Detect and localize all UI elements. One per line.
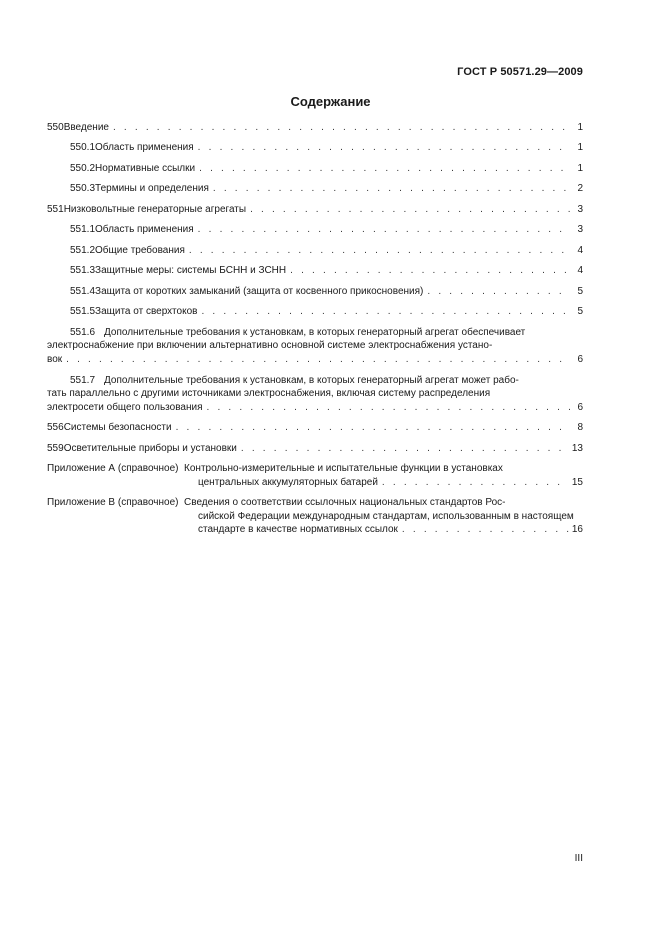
toc-num: 551.3 xyxy=(70,265,96,277)
toc-page: 1 xyxy=(577,142,583,154)
toc-page: 3 xyxy=(577,203,583,215)
toc-num: 550.2 xyxy=(70,162,96,174)
appendix-label: Приложение А (справочное) xyxy=(47,463,179,475)
toc-num: 551.1 xyxy=(70,224,96,236)
toc-page: 13 xyxy=(571,442,583,454)
toc-page: 4 xyxy=(577,244,583,256)
leader-dots xyxy=(199,162,570,176)
toc-entry-title-line2: электроснабжение при включении альтернативно основной системе электроснабжения устано- xyxy=(47,340,493,352)
toc-num: 556 xyxy=(47,422,64,434)
appendix-title-last: центральных аккумуляторных батарей xyxy=(198,476,378,488)
leader-dots xyxy=(198,223,570,237)
toc-page: 3 xyxy=(577,224,583,236)
toc-appendix-a[interactable] xyxy=(47,462,583,489)
appendix-title-line2: сийской Федерации международным стандартам, использованным в настоящем xyxy=(198,510,574,522)
leader-dots xyxy=(189,244,570,258)
leader-dots xyxy=(402,523,569,537)
toc-entry-title-last: вок xyxy=(47,354,63,366)
toc-entry-title-line2: тать параллельно с другими источниками электроснабжения, включая систему распределения xyxy=(47,388,491,400)
toc-entry-550[interactable] xyxy=(47,121,583,135)
toc-entry-559[interactable] xyxy=(47,442,583,456)
toc-entry-title: Область применения xyxy=(95,142,194,154)
toc-entry-title: Осветительные приборы и установки xyxy=(63,442,237,454)
toc-entry-556[interactable] xyxy=(47,421,583,435)
toc-num: 551 xyxy=(47,203,64,215)
toc-entry-title-line1: Дополнительные требования к установкам, в которых генераторный агрегат обеспечивает xyxy=(104,326,526,338)
toc-page: 16 xyxy=(571,524,583,536)
leader-dots xyxy=(290,264,570,278)
toc-num: 551.2 xyxy=(70,244,96,256)
leader-dots xyxy=(250,203,570,217)
toc-page: 5 xyxy=(577,306,583,318)
toc-entry-550-2[interactable] xyxy=(47,162,583,176)
toc-page: 1 xyxy=(577,122,583,133)
toc-entry-title: Низковольтные генераторные агрегаты xyxy=(63,203,247,215)
toc-entry-551-5[interactable] xyxy=(47,305,583,319)
toc-entry-title: Общие требования xyxy=(95,244,185,256)
toc-entry-title: Введение xyxy=(63,122,109,133)
appendix-title-line1: Сведения о соответствии ссылочных национальных стандартов Рос- xyxy=(184,497,506,509)
toc-entry-title: Нормативные ссылки xyxy=(95,162,196,174)
toc-page: 15 xyxy=(571,476,583,488)
appendix-title-line1: Контрольно-измерительные и испытательные функции в установках xyxy=(184,463,503,475)
toc-page: 8 xyxy=(577,422,583,434)
toc-page: 5 xyxy=(577,285,583,297)
leader-dots xyxy=(427,285,570,299)
leader-dots xyxy=(66,353,570,367)
toc-entry-551[interactable] xyxy=(47,203,583,217)
appendix-label: Приложение В (справочное) xyxy=(47,497,179,509)
toc-entry-551-3[interactable] xyxy=(47,264,583,278)
toc-num: 550 xyxy=(47,122,64,133)
toc-num: 550.1 xyxy=(70,142,96,154)
toc-entry-title: Защитные меры: системы БСНН и ЗСНН xyxy=(95,265,287,277)
toc-entry-551-2[interactable] xyxy=(47,244,583,258)
leader-dots xyxy=(198,141,570,155)
toc-entry-550-1[interactable] xyxy=(47,141,583,155)
toc-num: 551.6 xyxy=(70,326,96,338)
toc-entry-title: Системы безопасности xyxy=(63,422,172,434)
page-header-standard: ГОСТ Р 50571.29—2009 xyxy=(457,66,583,78)
toc-entry-title: Термины и определения xyxy=(95,183,209,195)
toc-entry-title-line1: Дополнительные требования к установкам, в которых генераторный агрегат может рабо- xyxy=(104,374,519,386)
toc-num: 551.7 xyxy=(70,374,96,386)
toc-page: 2 xyxy=(577,183,583,195)
toc-entry-551-7[interactable] xyxy=(47,374,583,415)
leader-dots xyxy=(201,305,570,319)
toc-page: 1 xyxy=(577,162,583,174)
toc-num: 559 xyxy=(47,442,64,454)
toc-entry-title: Защита от сверхтоков xyxy=(95,306,198,318)
page-folio: III xyxy=(574,853,583,864)
leader-dots xyxy=(382,476,569,490)
leader-dots xyxy=(241,442,569,456)
toc-entry-title-last: электросети общего пользования xyxy=(47,401,203,413)
toc-page: 4 xyxy=(577,265,583,277)
toc-page: 6 xyxy=(577,401,583,413)
table-of-contents xyxy=(47,121,583,544)
toc-page: 6 xyxy=(577,354,583,366)
appendix-title-last: стандарте в качестве нормативных ссылок xyxy=(198,524,398,536)
toc-num: 551.5 xyxy=(70,306,96,318)
leader-dots xyxy=(207,401,571,415)
toc-entry-title: Область применения xyxy=(95,224,194,236)
toc-title: Содержание xyxy=(290,94,371,109)
toc-num: 550.3 xyxy=(70,183,96,195)
toc-entry-551-1[interactable] xyxy=(47,223,583,237)
toc-appendix-b[interactable] xyxy=(47,496,583,537)
toc-num: 551.4 xyxy=(70,285,96,297)
toc-entry-551-6[interactable] xyxy=(47,326,583,367)
leader-dots xyxy=(213,182,570,196)
leader-dots xyxy=(113,121,570,135)
toc-entry-550-3[interactable] xyxy=(47,182,583,196)
toc-entry-551-4[interactable] xyxy=(47,285,583,299)
leader-dots xyxy=(176,421,570,435)
toc-entry-title: Защита от коротких замыканий (защита от косвенного прикосновения) xyxy=(95,285,424,297)
